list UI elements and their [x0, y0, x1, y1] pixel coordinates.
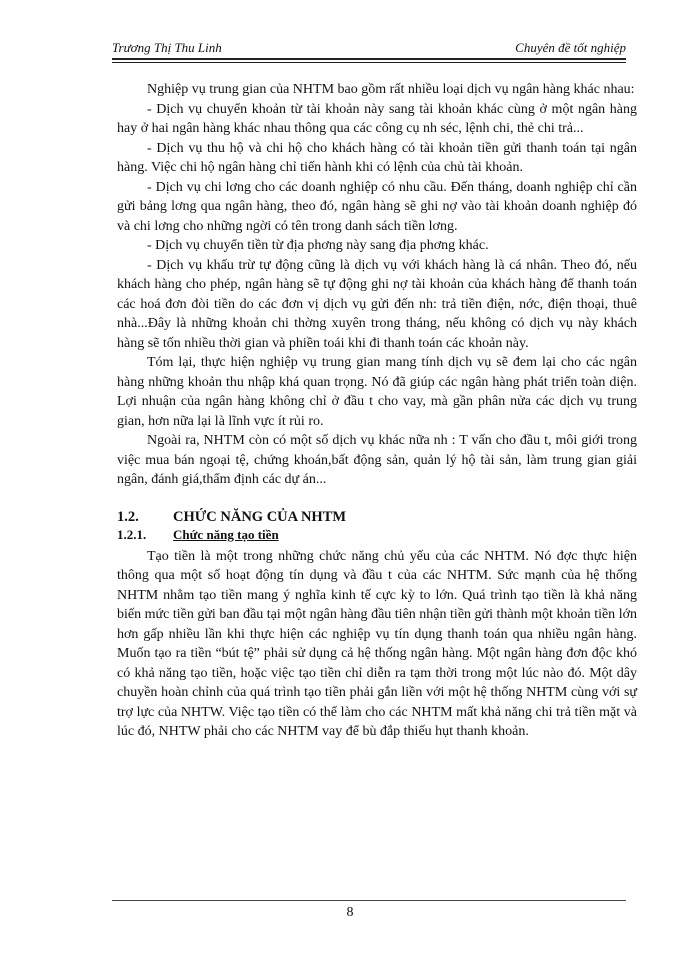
document-body: [117, 80, 637, 742]
section-heading: [117, 508, 637, 527]
subsection-heading: [117, 527, 637, 543]
paragraph: Tóm lại, thực hiện nghiệp vụ trung gian mang tính dịch vụ sẽ đem lại cho các ngân hàng những khoản thu nhập khá quan trọng. Nó đã giúp các ngân hàng phát triển toàn diện. Lợi nhuận của ngân hàng không chỉ ở đầu t cho vay, mà gần phân nửa các dịch vụ trung gian, hơn nữa lại là lĩnh vực ít rủi ro.: [117, 355, 637, 429]
section-title: CHỨC NĂNG CỦA NHTM: [173, 508, 347, 525]
paragraph: Tạo tiền là một trong những chức năng chủ yếu của các NHTM. Nó đợc thực hiện thông qua một số hoạt động tín dụng và đầu t của các NHTM. Sức mạnh của hệ thống NHTM nhằm tạo tiền mang ý nghĩa kinh tế cực kỳ to lớn. Quá trình tạo tiền là khả năng biến mức tiền gửi ban đầu tại một ngân hàng đầu tiên nhận tiền gửi thành một khoản tiền lớn hơn gấp nhiều lần khi thực hiện các nghiệp vụ tín dụng thanh toán qua nhiều ngân hàng. Muốn tạo ra tiền “bút tệ” phải sử dụng cả hệ thống ngân hàng. Một ngân hàng đơn độc khó có khả năng tạo tiền, hoặc việc tạo tiền chỉ diễn ra tạm thời trong một lúc nào đó. Một dây chuyền hoàn chỉnh của quá trình tạo tiền phải gắn liền với một hệ thống NHTM cùng với sự trợ lực của NHTW. Việc tạo tiền có thể làm cho các NHTM mất khả năng chi trả tiền mặt và lúc đó, NHTW phải cho các NHTM vay để bù đắp thiếu hụt thanh khoản.: [117, 548, 637, 739]
footer-rule: [112, 900, 626, 901]
paragraph: - Dịch vụ khấu trừ tự động cũng là dịch vụ với khách hàng là cá nhân. Theo đó, nếu khách hàng cho phép, ngân hàng sẽ tự động ghi nợ tài khoản của khách hàng để thanh toán các hoá đơn đòi tiền do các đơn vị dịch vụ gửi đến nh: trả tiền điện, nớc, điện thoại, thuê nhà...Đây là những khoản chi thờng xuyên trong tháng, nếu không có dịch vụ này khách hàng sẽ tốn nhiều thời gian và phiền toái khi đi thanh toán các khoản này.: [117, 257, 637, 351]
paragraph: - Dịch vụ chuyển khoản từ tài khoản này sang tài khoản khác cùng ở một ngân hàng hay ở hai ngân hàng khác nhau thông qua các công cụ nh séc, lệnh chi, thẻ chi trả...: [117, 101, 637, 136]
subsection-title: Chức năng tạo tiền: [173, 526, 279, 542]
paragraph: Nghiệp vụ trung gian của NHTM bao gồm rất nhiều loại dịch vụ ngân hàng khác nhau:: [147, 82, 635, 97]
subsection-number: 1.2.1.: [117, 526, 147, 542]
header-author: Trương Thị Thu Linh: [112, 40, 222, 55]
header-rule: [112, 58, 626, 63]
paragraph: - Dịch vụ chi lơng cho các doanh nghiệp có nhu cầu. Đến tháng, doanh nghiệp chỉ cần gửi bảng lơng qua ngân hàng, theo đó, ngân hàng sẽ ghi nợ vào tài khoản doanh nghiệp đó và chi lơng cho những ngời có tên trong danh sách tiền lơng.: [117, 179, 637, 234]
paragraph: Ngoài ra, NHTM còn có một số dịch vụ khác nữa nh : T vấn cho đầu t, môi giới trong việc mua bán ngoại tệ, chứng khoán,bất động sản, quản lý hộ tài sản, làm trung gian giải ngân, đánh giá,thẩm định các dự án...: [117, 433, 637, 487]
header-doc-type: Chuyên đề tốt nghiệp: [515, 40, 626, 55]
paragraph: - Dịch vụ thu hộ và chi hộ cho khách hàng có tài khoản tiền gửi thanh toán tại ngân hàng. Việc chi hộ ngân hàng chỉ tiến hành khi có lệnh của chủ tài khoản.: [117, 140, 637, 175]
section-number: 1.2.: [117, 508, 139, 525]
paragraph: - Dịch vụ chuyển tiền từ địa phơng này sang địa phơng khác.: [147, 238, 489, 253]
page-number: 8: [346, 905, 354, 920]
